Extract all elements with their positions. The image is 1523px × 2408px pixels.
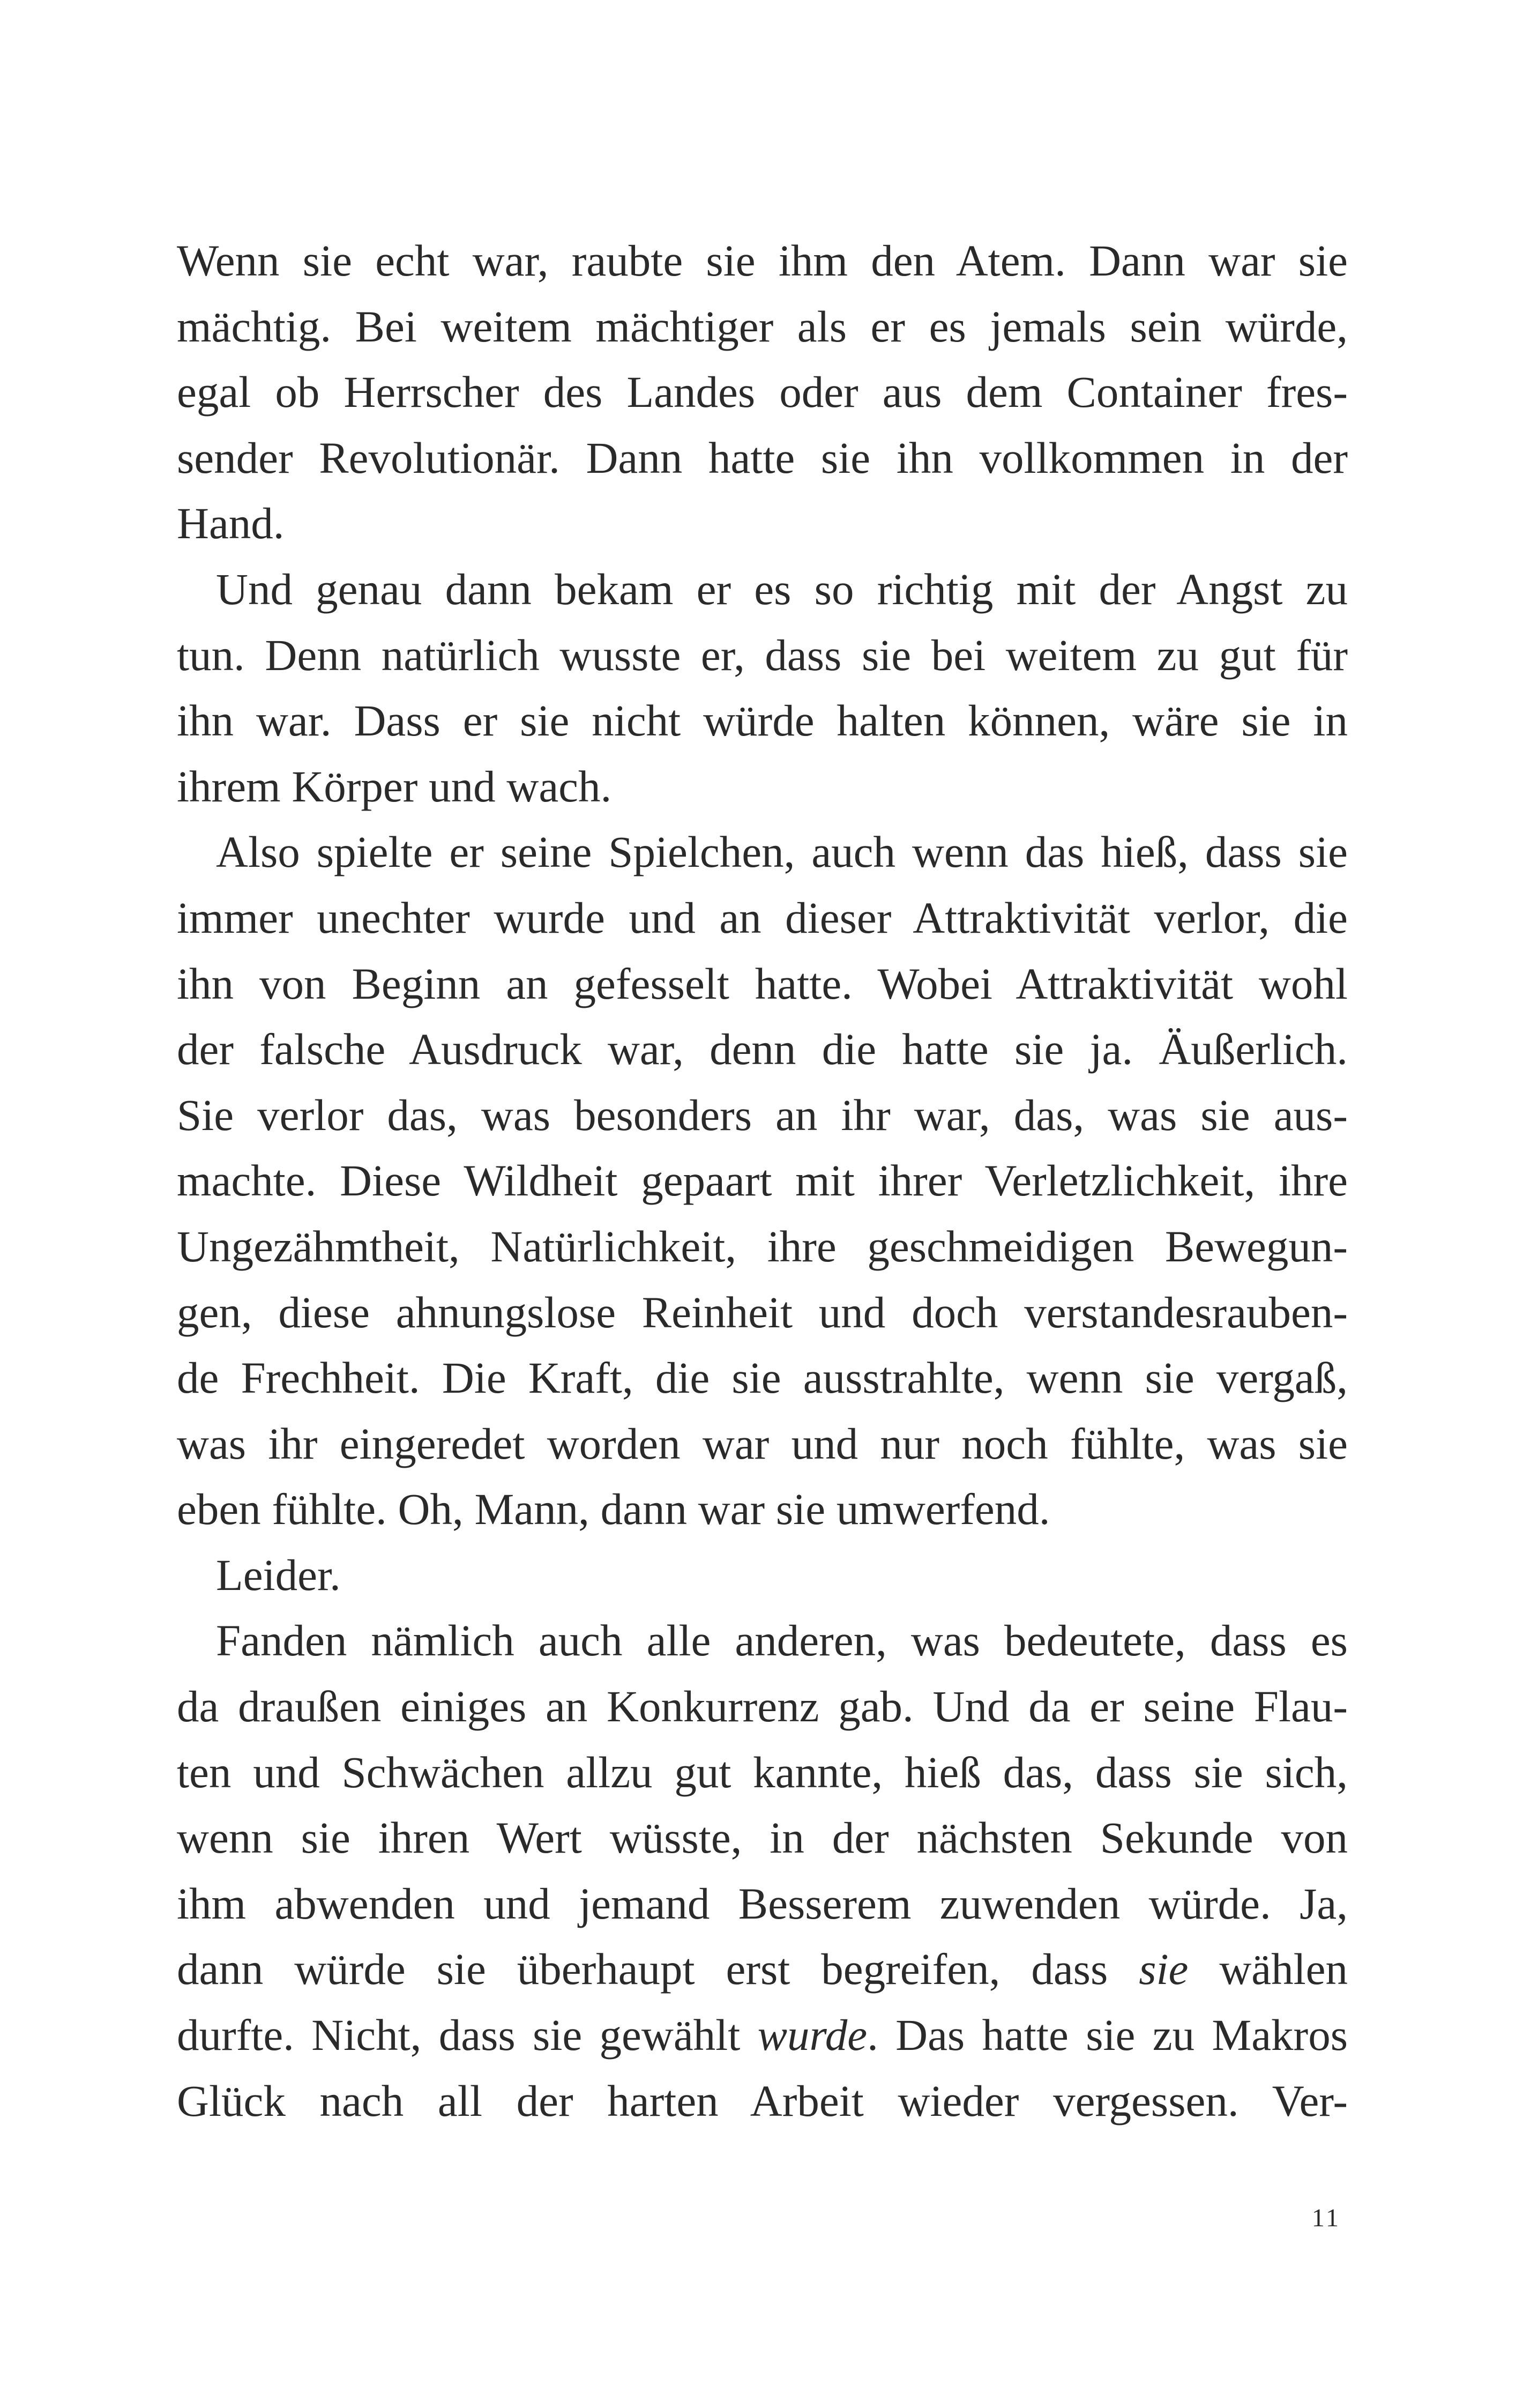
text-line: ihn von Beginn an gefesselt hatte. Wobei Attraktivität wohl — [177, 958, 1348, 1008]
text-line: Hand. — [177, 499, 285, 548]
text-line: wenn sie ihren Wert wüsste, in der nächsten Sekunde von — [177, 1813, 1348, 1863]
text-line: Also spielte er seine Spielchen, auch wenn das hieß, dass sie — [216, 827, 1348, 877]
body-text — [177, 228, 1348, 2134]
text-line: ihn war. Dass er sie nicht würde halten können, wäre sie in — [177, 696, 1348, 746]
text-line: Sie verlor das, was besonders an ihr war, das, was sie aus- — [177, 1090, 1348, 1140]
emphasized-word: sie — [1139, 1944, 1189, 1994]
text-line: gen, diese ahnungslose Reinheit und doch verstandesrauben- — [177, 1287, 1348, 1337]
text-line: was ihr eingeredet worden war und nur noch fühlte, was sie — [177, 1418, 1348, 1468]
text-line: egal ob Herrscher des Landes oder aus dem Container fres- — [177, 367, 1348, 417]
text-line: Glück nach all der harten Arbeit wieder vergessen. Ver- — [177, 2076, 1348, 2125]
text-line — [177, 1936, 1348, 2002]
text-line: immer unechter wurde und an dieser Attraktivität verlor, die — [177, 893, 1348, 942]
text-line: da draußen einiges an Konkurrenz gab. Und da er seine Flau- — [177, 1682, 1348, 1731]
text-line: Wenn sie echt war, raubte sie ihm den Atem. Dann war sie — [177, 236, 1348, 285]
text-line: der falsche Ausdruck war, denn die hatte sie ja. Äußerlich. — [177, 1024, 1348, 1074]
text-line: Ungezähmtheit, Natürlichkeit, ihre geschmeidigen Bewegun- — [177, 1221, 1348, 1271]
text-line: de Frechheit. Die Kraft, die sie ausstrahlte, wenn sie vergaß, — [177, 1353, 1348, 1403]
text-line: Und genau dann bekam er es so richtig mit der Angst zu — [216, 564, 1348, 614]
text-line: Fanden nämlich auch alle anderen, was bedeutete, dass es — [216, 1616, 1348, 1666]
text-segment: wählen — [1188, 1944, 1348, 1994]
text-line: ihrem Körper und wach. — [177, 761, 612, 811]
text-line: ten und Schwächen allzu gut kannte, hieß das, dass sie sich, — [177, 1747, 1348, 1797]
text-segment: durfte. Nicht, dass sie gewählt — [177, 2010, 758, 2060]
emphasized-word: wurde — [757, 2010, 868, 2060]
text-line: eben fühlte. Oh, Mann, dann war sie umwerfend. — [177, 1484, 1050, 1534]
text-line: machte. Diese Wildheit gepaart mit ihrer Verletzlichkeit, ihre — [177, 1156, 1348, 1206]
text-line: tun. Denn natürlich wusste er, dass sie bei weitem zu gut für — [177, 630, 1348, 680]
text-segment: . Das hatte sie zu Makros — [867, 2010, 1348, 2060]
text-line — [177, 2002, 1348, 2068]
text-line: sender Revolutionär. Dann hatte sie ihn vollkommen in der — [177, 433, 1348, 482]
text-line: Leider. — [216, 1550, 341, 1600]
page-number: 11 — [1311, 2204, 1341, 2232]
text-line: ihm abwenden und jemand Besserem zuwenden würde. Ja, — [177, 1878, 1348, 1928]
text-segment: dann würde sie überhaupt erst begreifen, dass — [177, 1944, 1139, 1994]
text-line: mächtig. Bei weitem mächtiger als er es jemals sein würde, — [177, 301, 1348, 351]
